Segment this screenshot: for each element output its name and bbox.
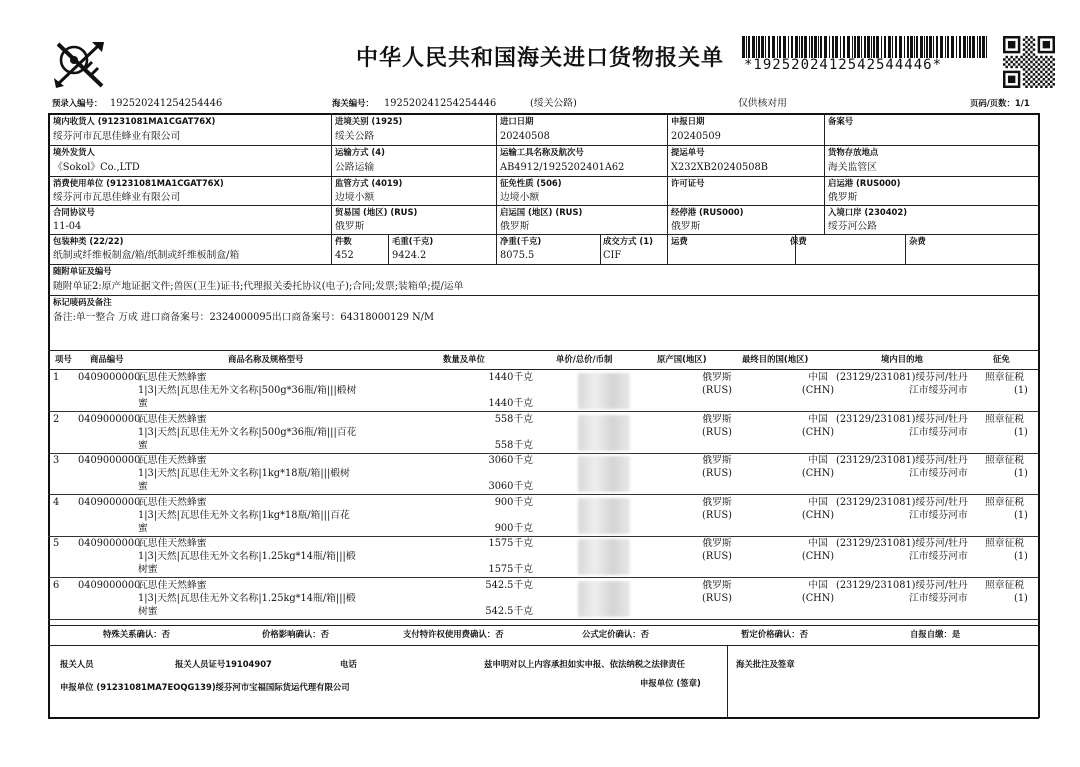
origin-code: (RUS) <box>702 551 732 562</box>
entry-border-value: 绥芬河公路 <box>828 221 877 232</box>
commodity-name-line1: 瓦思佳天然蜂蜜 <box>138 538 207 549</box>
domestic-dest-line2: 江市绥芬河市 <box>909 593 968 604</box>
levy-line2: (1) <box>1014 593 1028 604</box>
documents-value: 随附单证2:原产地证据文件;兽医(卫生)证书;代理报关委托协议(电子);合同;发票;装箱单;提/运单 <box>53 281 464 292</box>
deal-mode-value: CIF <box>603 250 622 261</box>
dest-country: 中国 <box>808 455 828 466</box>
redacted-price <box>578 373 630 409</box>
quantity-line1: 900千克 <box>494 497 533 508</box>
item-no: 2 <box>53 414 60 425</box>
declare-date-value: 20240509 <box>671 131 721 142</box>
domestic-dest-line2: 江市绥芬河市 <box>909 551 968 562</box>
item-no: 6 <box>53 580 60 591</box>
dest-code: (CHN) <box>801 385 835 396</box>
royalty-confirm: 支付特许权使用费确认：否 <box>403 629 504 639</box>
transport-tool-value: AB4912/1925202401A62 <box>500 162 625 173</box>
dest-code: (CHN) <box>801 593 835 604</box>
commodity-spec-line3: 树蜜 <box>138 564 158 575</box>
foreign-shipper-label: 境外发货人 <box>53 147 95 157</box>
origin-country: 俄罗斯 <box>702 497 732 508</box>
commodity-code: 0409000000 <box>78 372 141 383</box>
dest-country: 中国 <box>808 497 828 508</box>
domestic-dest-line2: 江市绥芬河市 <box>909 510 968 521</box>
commodity-spec-line3: 蜜 <box>138 440 148 451</box>
import-date-value: 20240508 <box>500 131 550 142</box>
departure-port-label: 启运港 (RUS000) <box>828 178 901 188</box>
net-weight-label: 净重(千克) <box>500 236 542 246</box>
commodity-name-line1: 瓦思佳天然蜂蜜 <box>138 372 207 383</box>
levy-line1: 照章征税 <box>985 372 1025 383</box>
commodity-spec-line2: 1|3|天然|瓦思佳无外文名称|1.25kg*14瓶/箱|||椴 <box>138 551 356 562</box>
dest-code: (CHN) <box>801 510 835 521</box>
entry-border-label: 入境口岸 (230402) <box>828 207 908 217</box>
bill-no-value: X232XB20240508B <box>671 162 768 173</box>
entry-port-value: 绥关公路 <box>335 131 375 142</box>
col-levy: 征免 <box>993 354 1010 364</box>
levy-line1: 照章征税 <box>985 497 1025 508</box>
quantity-line1: 558千克 <box>494 414 533 425</box>
pieces-value: 452 <box>335 250 354 261</box>
levy-line1: 照章征税 <box>985 538 1025 549</box>
origin-code: (RUS) <box>702 510 732 521</box>
barcode-number: *1925202412542544446* <box>744 57 943 73</box>
consignee-value: 绥芬河市瓦思佳蜂业有限公司 <box>53 131 181 142</box>
commodity-spec-line2: 1|3|天然|瓦思佳无外文名称|500g*36瓶/箱|||百花 <box>138 427 357 438</box>
domestic-dest-line2: 江市绥芬河市 <box>909 468 968 479</box>
consumer-label: 消费使用单位 (91231081MA1CGAT76X) <box>53 178 224 188</box>
marks-label: 标记唛码及备注 <box>53 297 112 307</box>
dest-code: (CHN) <box>801 468 835 479</box>
origin-code: (RUS) <box>702 593 732 604</box>
pre-entry-label: 预录入编号： <box>52 98 103 108</box>
supervision-value: 边境小额 <box>335 192 375 203</box>
commodity-spec-line3: 蜜 <box>138 523 148 534</box>
commodity-code: 0409000000 <box>78 497 141 508</box>
customs-emblem-logo <box>52 38 108 90</box>
commodity-name-line1: 瓦思佳天然蜂蜜 <box>138 497 207 508</box>
contract-value: 11-04 <box>53 221 82 232</box>
commodity-code: 0409000000 <box>78 455 141 466</box>
page-title: 中华人民共和国海关进口货物报关单 <box>356 46 725 71</box>
origin-code: (RUS) <box>702 468 732 479</box>
origin-country: 俄罗斯 <box>702 580 732 591</box>
net-weight-value: 8075.5 <box>500 250 535 261</box>
misc-fee-label: 杂费 <box>909 236 926 246</box>
quantity-line1: 3060千克 <box>488 455 533 466</box>
quantity-line1: 1440千克 <box>488 372 533 383</box>
package-value: 纸制或纤维板制盒/箱/纸制或纤维板制盒/箱 <box>53 250 240 261</box>
col-price: 单价/总价/币制 <box>556 354 613 364</box>
departure-port-value: 俄罗斯 <box>828 192 858 203</box>
levy-nature-value: 边境小额 <box>500 192 540 203</box>
domestic-dest-line1: (23129/231081)绥芬河/牡丹 <box>836 414 968 425</box>
quantity-line1: 542.5千克 <box>485 580 533 591</box>
col-commodity-code: 商品编号 <box>90 354 124 364</box>
levy-nature-label: 征免性质 (506) <box>500 178 562 188</box>
storage-label: 货物存放地点 <box>828 147 879 157</box>
dest-code: (CHN) <box>801 427 835 438</box>
domestic-dest-line1: (23129/231081)绥芬河/牡丹 <box>836 372 968 383</box>
import-date-label: 进口日期 <box>500 116 534 126</box>
page-count: 页码/页数：1/1 <box>970 98 1030 108</box>
col-destination: 最终目的国(地区) <box>742 354 809 364</box>
contract-label: 合同协议号 <box>53 207 95 217</box>
phone-label: 电话 <box>340 659 357 669</box>
dest-country: 中国 <box>808 580 828 591</box>
transport-tool-label: 运输工具名称及航次号 <box>500 147 584 157</box>
commodity-spec-line3: 蜜 <box>138 481 148 492</box>
quantity-line3: 900千克 <box>494 523 533 534</box>
provisional-price-confirm: 暂定价格确认：否 <box>741 629 808 639</box>
dest-code: (CHN) <box>801 551 835 562</box>
barcode-image <box>742 36 990 58</box>
domestic-dest-line1: (23129/231081)绥芬河/牡丹 <box>836 538 968 549</box>
dest-country: 中国 <box>808 372 828 383</box>
transit-port-value: 俄罗斯 <box>671 221 701 232</box>
marks-value: 备注:单一整合 万成 进口商备案号：2324000095出口商备案号：64318000129 N/M <box>53 312 434 323</box>
redacted-price <box>578 456 630 492</box>
package-label: 包装种类 (22/22) <box>53 236 124 246</box>
levy-line2: (1) <box>1014 510 1028 521</box>
commodity-code: 0409000000 <box>78 580 141 591</box>
commodity-spec-line3: 树蜜 <box>138 606 158 617</box>
storage-value: 海关监管区 <box>828 162 877 173</box>
license-label: 许可证号 <box>671 178 705 188</box>
item-no: 3 <box>53 455 60 466</box>
dest-country: 中国 <box>808 538 828 549</box>
domestic-dest-line2: 江市绥芬河市 <box>909 427 968 438</box>
legal-statement: 兹申明对以上内容承担如实申报、依法纳税之法律责任 <box>484 659 685 669</box>
entry-port-label: 进境关别 (1925) <box>335 116 403 126</box>
origin-country: 俄罗斯 <box>702 455 732 466</box>
origin-code: (RUS) <box>702 427 732 438</box>
origin-country: 俄罗斯 <box>702 538 732 549</box>
transport-mode-value: 公路运输 <box>335 162 375 173</box>
documents-label: 随附单证及编号 <box>53 266 112 276</box>
origin-country: 俄罗斯 <box>702 414 732 425</box>
commodity-name-line1: 瓦思佳天然蜂蜜 <box>138 455 207 466</box>
commodity-code: 0409000000 <box>78 538 141 549</box>
declaring-unit: 申报单位 (91231081MA7EOQG139)绥芬河市宝福国际货运代理有限公司 <box>60 682 350 692</box>
quantity-line3: 1575千克 <box>488 564 533 575</box>
supervision-label: 监管方式 (4019) <box>335 178 403 188</box>
item-no: 1 <box>53 372 60 383</box>
col-domestic-dest: 境内目的地 <box>881 354 923 364</box>
commodity-spec-line2: 1|3|天然|瓦思佳无外文名称|500g*36瓶/箱|||椴树 <box>138 385 357 396</box>
origin-country-label: 启运国 (地区) (RUS) <box>500 207 583 217</box>
levy-line2: (1) <box>1014 385 1028 396</box>
commodity-spec-line2: 1|3|天然|瓦思佳无外文名称|1kg*18瓶/箱|||椴树 <box>138 468 350 479</box>
commodity-spec-line2: 1|3|天然|瓦思佳无外文名称|1kg*18瓶/箱|||百花 <box>138 510 350 521</box>
consumer-value: 绥芬河市瓦思佳蜂业有限公司 <box>53 192 181 203</box>
declarer-cert: 报关人员证号19104907 <box>175 659 272 669</box>
redacted-price <box>578 581 630 617</box>
dest-country: 中国 <box>808 414 828 425</box>
deal-mode-label: 成交方式 (1) <box>603 236 653 246</box>
special-relation-confirm: 特殊关系确认：否 <box>103 629 170 639</box>
customs-number-label: 海关编号： <box>332 98 374 108</box>
gross-weight-value: 9424.2 <box>392 250 427 261</box>
self-pay-confirm: 自报自缴：是 <box>910 629 961 639</box>
origin-code: (RUS) <box>702 385 732 396</box>
commodity-name-line1: 瓦思佳天然蜂蜜 <box>138 414 207 425</box>
copy-note: 仅供核对用 <box>738 98 787 109</box>
transit-port-label: 经停港 (RUS000) <box>671 207 744 217</box>
commodity-code: 0409000000 <box>78 414 141 425</box>
levy-line1: 照章征税 <box>985 580 1025 591</box>
quantity-line3: 542.5千克 <box>485 606 533 617</box>
declare-date-label: 申报日期 <box>671 116 705 126</box>
gross-weight-label: 毛重(千克) <box>392 236 434 246</box>
origin-country-value: 俄罗斯 <box>500 221 530 232</box>
trade-country-value: 俄罗斯 <box>335 221 365 232</box>
price-effect-confirm: 价格影响确认：否 <box>262 629 329 639</box>
levy-line1: 照章征税 <box>985 414 1025 425</box>
quantity-line3: 3060千克 <box>488 481 533 492</box>
formula-price-confirm: 公式定价确认：否 <box>582 629 649 639</box>
quantity-line1: 1575千克 <box>488 538 533 549</box>
commodity-spec-line2: 1|3|天然|瓦思佳无外文名称|1.25kg*14瓶/箱|||椴 <box>138 593 356 604</box>
levy-line2: (1) <box>1014 551 1028 562</box>
trade-country-label: 贸易国 (地区) (RUS) <box>335 207 418 217</box>
qr-code-image <box>1003 36 1055 88</box>
customs-number: 192520241254254446 <box>384 98 497 109</box>
pieces-label: 件数 <box>335 236 352 246</box>
freight-label: 运费 <box>671 236 688 246</box>
domestic-dest-line1: (23129/231081)绥芬河/牡丹 <box>836 497 968 508</box>
redacted-price <box>578 415 630 451</box>
domestic-dest-line2: 江市绥芬河市 <box>909 385 968 396</box>
origin-country: 俄罗斯 <box>702 372 732 383</box>
redacted-price <box>578 539 630 575</box>
pre-entry-number: 192520241254254446 <box>110 98 223 109</box>
bill-no-label: 提运单号 <box>671 147 705 157</box>
item-no: 4 <box>53 497 60 508</box>
levy-line2: (1) <box>1014 427 1028 438</box>
insurance-label: 保费 <box>790 236 807 246</box>
declarer-label: 报关人员 <box>60 659 94 669</box>
customs-note: 海关批注及签章 <box>736 659 795 669</box>
col-quantity: 数量及单位 <box>443 354 485 364</box>
redacted-price <box>578 498 630 534</box>
declaring-unit-seal: 申报单位 (签章) <box>640 678 701 688</box>
commodity-name-line1: 瓦思佳天然蜂蜜 <box>138 580 207 591</box>
foreign-shipper-value: 《Sokol》Co.,LTD <box>53 162 140 173</box>
domestic-dest-line1: (23129/231081)绥芬河/牡丹 <box>836 455 968 466</box>
consignee-label: 境内收货人 (91231081MA1CGAT76X) <box>53 116 216 126</box>
item-no: 5 <box>53 538 60 549</box>
quantity-line3: 558千克 <box>494 440 533 451</box>
levy-line1: 照章征税 <box>985 455 1025 466</box>
domestic-dest-line1: (23129/231081)绥芬河/牡丹 <box>836 580 968 591</box>
record-no-label: 备案号 <box>828 116 854 126</box>
commodity-spec-line3: 蜜 <box>138 398 148 409</box>
quantity-line3: 1440千克 <box>488 398 533 409</box>
col-item-no: 项号 <box>55 354 72 364</box>
levy-line2: (1) <box>1014 468 1028 479</box>
col-commodity-name: 商品名称及规格型号 <box>228 354 304 364</box>
customs-name: (绥关公路) <box>530 98 577 109</box>
col-origin: 原产国(地区) <box>657 354 707 364</box>
transport-mode-label: 运输方式 (4) <box>335 147 385 157</box>
